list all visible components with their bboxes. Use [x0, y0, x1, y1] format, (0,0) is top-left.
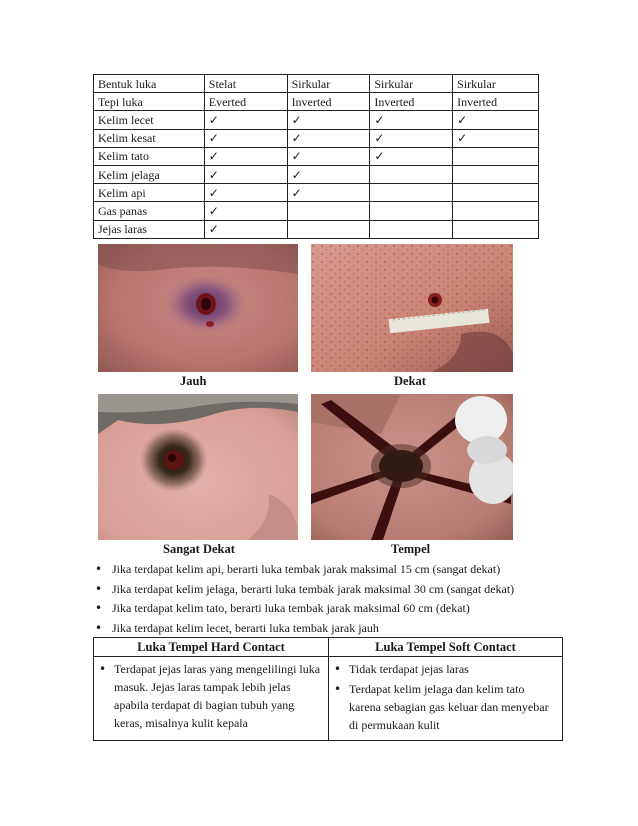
table-cell: ✓	[204, 220, 287, 238]
table-cell: ✓	[204, 129, 287, 147]
table-row	[94, 165, 539, 183]
caption-jauh: Jauh	[180, 374, 207, 388]
table-cell: Sirkular	[453, 75, 539, 93]
table-cell: Sirkular	[370, 75, 453, 93]
table-cell: Sirkular	[287, 75, 370, 93]
table-cell: ✓	[453, 129, 539, 147]
photo-jauh-wound	[98, 244, 298, 372]
row-label-cell: Bentuk luka	[94, 75, 205, 93]
table-cell: ✓	[370, 111, 453, 129]
row-label-cell: Kelim tato	[94, 147, 205, 165]
list-item: • Jika terdapat kelim tato, berarti luka tembak jarak maksimal 60 cm (dekat)	[93, 599, 543, 619]
table-cell	[453, 220, 539, 238]
table-cell: ✓	[204, 147, 287, 165]
row-label-cell: Kelim api	[94, 184, 205, 202]
table-cell	[453, 147, 539, 165]
soft-contact-cell	[329, 657, 563, 741]
table-cell: ✓	[287, 165, 370, 183]
contact-wound-table	[93, 637, 563, 741]
table-cell: ✓	[370, 129, 453, 147]
list-item: • Terdapat jejas laras yang mengelilingi luka masuk. Jejas laras tampak lebih jelas apabila terdapat di bagian tubuh yang keras, misalnya kulit kepala	[98, 660, 324, 732]
table-row	[94, 184, 539, 202]
row-label-cell: Kelim jelaga	[94, 165, 205, 183]
table-cell: ✓	[204, 165, 287, 183]
list-item: • Terdapat kelim jelaga dan kelim tato karena sebagian gas keluar dan menyebar di permukaan kulit	[333, 680, 558, 734]
table-row	[94, 129, 539, 147]
table-cell: Everted	[204, 93, 287, 111]
soft-contact-header: Luka Tempel Soft Contact	[329, 638, 563, 657]
table-cell	[453, 184, 539, 202]
table-cell	[453, 165, 539, 183]
hard-contact-header: Luka Tempel Hard Contact	[94, 638, 329, 657]
table-cell: ✓	[287, 129, 370, 147]
list-item: • Jika terdapat kelim lecet, berarti luka tembak jarak jauh	[93, 619, 543, 639]
table-row	[94, 93, 539, 111]
table-cell	[370, 184, 453, 202]
hard-contact-cell	[94, 657, 329, 741]
table-cell	[370, 165, 453, 183]
table-row	[94, 147, 539, 165]
row-label-cell: Tepi luka	[94, 93, 205, 111]
row-label-cell: Gas panas	[94, 202, 205, 220]
table-cell: Stelat	[204, 75, 287, 93]
table-cell: ✓	[204, 184, 287, 202]
table-cell: ✓	[287, 184, 370, 202]
caption-sangat-dekat: Sangat Dekat	[163, 542, 235, 556]
table-cell	[287, 202, 370, 220]
photo-tempel-wound	[311, 394, 513, 540]
table-cell: Inverted	[370, 93, 453, 111]
list-item: • Tidak terdapat jejas laras	[333, 660, 558, 678]
table-row	[94, 111, 539, 129]
wound-comparison-table	[93, 74, 539, 239]
list-item: • Jika terdapat kelim jelaga, berarti luka tembak jarak maksimal 30 cm (sangat dekat)	[93, 580, 543, 600]
table-row	[94, 220, 539, 238]
table-cell: Inverted	[453, 93, 539, 111]
table-cell	[453, 202, 539, 220]
row-label-cell: Kelim lecet	[94, 111, 205, 129]
table-cell	[287, 220, 370, 238]
row-label-cell: Jejas laras	[94, 220, 205, 238]
table-cell: ✓	[453, 111, 539, 129]
table-cell: ✓	[287, 147, 370, 165]
row-label-cell: Kelim kesat	[94, 129, 205, 147]
table-cell: ✓	[370, 147, 453, 165]
table-cell	[370, 220, 453, 238]
photo-dekat-wound	[311, 244, 513, 372]
table-row	[94, 202, 539, 220]
table-row	[94, 75, 539, 93]
caption-dekat: Dekat	[394, 374, 426, 388]
photo-sangat-dekat-wound	[98, 394, 298, 540]
list-item: • Jika terdapat kelim api, berarti luka tembak jarak maksimal 15 cm (sangat dekat)	[93, 560, 543, 580]
caption-tempel: Tempel	[391, 542, 431, 556]
table-cell: ✓	[204, 111, 287, 129]
table-cell: ✓	[204, 202, 287, 220]
distance-criteria-list	[93, 560, 543, 638]
table-cell: Inverted	[287, 93, 370, 111]
table-cell: ✓	[287, 111, 370, 129]
table-cell	[370, 202, 453, 220]
